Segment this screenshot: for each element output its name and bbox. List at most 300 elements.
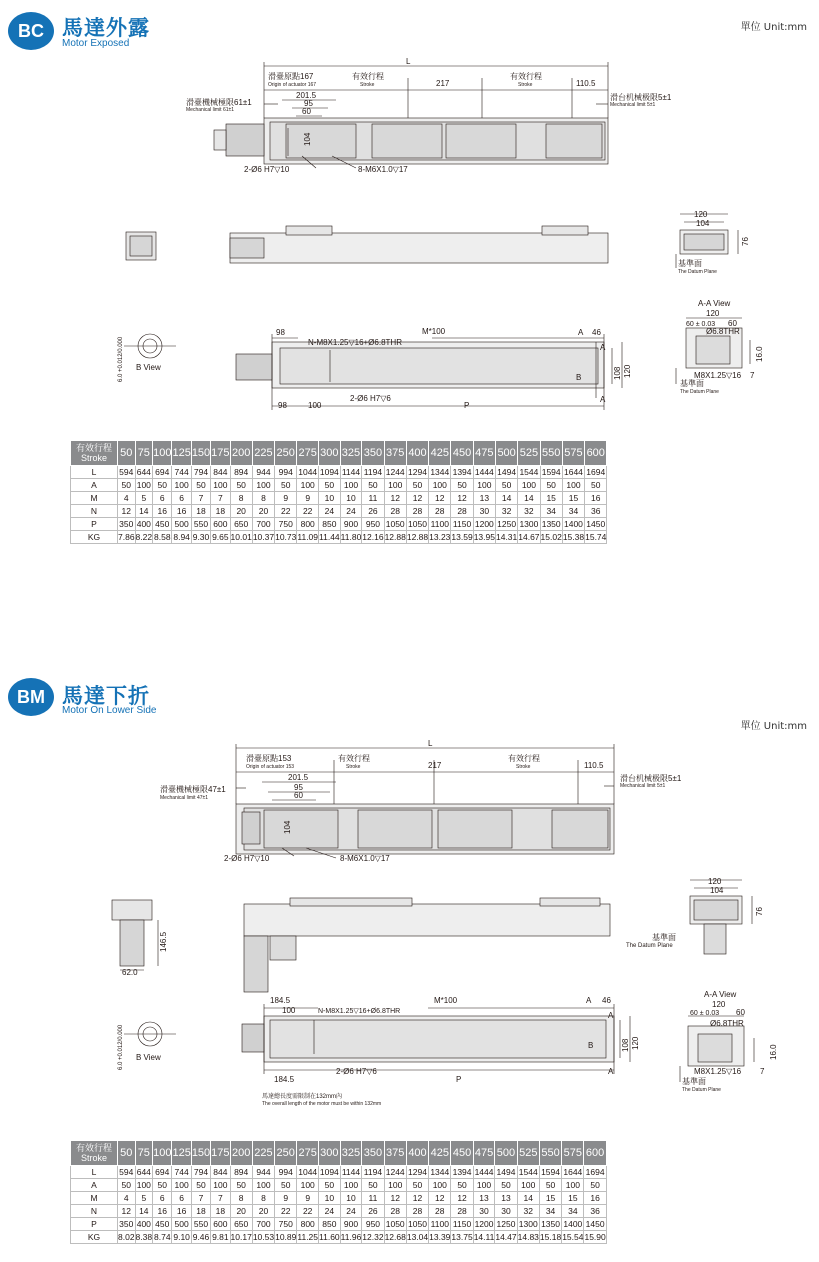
table-cell: 50 <box>230 1179 252 1192</box>
table-cell: 14 <box>517 1192 539 1205</box>
dim-104: 104 <box>283 820 292 834</box>
aa-thread: Ø6.8THR <box>710 1019 744 1028</box>
table-cell: 100 <box>340 1179 362 1192</box>
dim-184-5-bottom: 184.5 <box>274 1075 295 1084</box>
table-cell: 1100 <box>430 519 449 529</box>
stroke-en-2: Stroke <box>516 764 531 770</box>
table-cell: 18 <box>211 505 230 518</box>
table-cell: 1150 <box>452 519 472 529</box>
table-cell: 994 <box>275 466 297 479</box>
table-cell: 12 <box>406 492 428 505</box>
table-cell: 844 <box>211 466 230 479</box>
table-cell: 1250 <box>496 1219 516 1229</box>
stroke-col: 100 <box>153 1141 172 1166</box>
table-cell: 8 <box>230 1192 252 1205</box>
table-cell: 32 <box>518 505 540 518</box>
table-cell: 13.75 <box>451 1232 473 1242</box>
table-cell: 11.96 <box>340 1232 362 1242</box>
table-row <box>71 518 607 531</box>
pin-hole-b-note: 2-Ø6 H7▽6 <box>350 394 391 403</box>
table-cell: 22 <box>297 1205 319 1218</box>
table-cell: 100 <box>172 1179 191 1192</box>
aa-m8: M8X1.25▽16 <box>694 1067 742 1076</box>
table-row <box>71 1205 607 1218</box>
stroke-col: 525 <box>518 441 540 466</box>
stroke-col: 300 <box>319 441 341 466</box>
table-cell: 100 <box>252 479 274 492</box>
dim-76: 76 <box>741 237 750 246</box>
aa-view-label: A-A View <box>698 299 731 308</box>
bm-drawing <box>0 670 819 1130</box>
stroke-zh-1: 有效行程 <box>352 72 384 81</box>
table-cell: 8.58 <box>154 532 171 542</box>
table-cell: 4 <box>118 1192 136 1205</box>
table-cell: 500 <box>172 518 191 531</box>
table-cell: 1694 <box>586 467 606 477</box>
table-cell: 22 <box>275 1205 297 1218</box>
mech-limit-right-en: Mechanical limit 5±1 <box>620 783 666 789</box>
datum-en: The Datum Plane <box>678 269 717 275</box>
table-cell: 28 <box>429 1205 451 1218</box>
table-cell: 20 <box>230 1205 252 1218</box>
stroke-col: 575 <box>562 1141 584 1166</box>
pin-hole-note: 2-Ø6 H7▽10 <box>244 165 290 174</box>
table-cell: 694 <box>153 1166 172 1179</box>
table-cell: 50 <box>118 479 136 492</box>
table-cell: 1294 <box>408 467 427 477</box>
aa-datum-zh: 基準面 <box>682 1077 706 1086</box>
dim-98-bottom: 98 <box>278 401 287 410</box>
table-cell: 650 <box>230 1218 252 1231</box>
table-cell: 50 <box>584 1179 606 1192</box>
table-cell: 16 <box>153 505 172 518</box>
table-cell: 8 <box>252 492 274 505</box>
aa-m8: M8X1.25▽16 <box>694 371 742 380</box>
table-cell: 50 <box>540 479 562 492</box>
origin-zh: 滑臺原點153 <box>246 754 292 763</box>
stroke-zh-1: 有效行程 <box>338 754 370 763</box>
bc-drawing <box>0 0 819 425</box>
table-cell: 1200 <box>474 1219 494 1229</box>
table-cell: 15.90 <box>584 1232 606 1242</box>
motor-note-zh: 馬達總長度需限制在132mm內 <box>262 1094 343 1100</box>
table-cell: 15.18 <box>539 1232 562 1242</box>
table-cell: 10.17 <box>230 1232 252 1242</box>
dim-100: 100 <box>308 401 322 410</box>
table-cell: 1694 <box>585 1167 605 1177</box>
table-cell: 28 <box>406 1205 428 1218</box>
table-cell: 50 <box>585 479 607 492</box>
aa-view-label: A-A View <box>704 990 737 999</box>
table-cell: 850 <box>319 1218 341 1231</box>
table-cell: 1244 <box>385 467 405 477</box>
table-cell: 8 <box>252 1192 274 1205</box>
table-cell: 350 <box>119 1219 134 1229</box>
table-row <box>71 531 607 544</box>
table-cell: 24 <box>340 1205 362 1218</box>
table-cell: 32 <box>517 1205 539 1218</box>
table-cell: 50 <box>191 1179 210 1192</box>
table-cell: 12 <box>118 505 136 518</box>
table-cell: 1594 <box>541 1167 560 1177</box>
stroke-col: 400 <box>406 441 428 466</box>
table-cell: 100 <box>473 1179 495 1192</box>
screw-hole-note: 8-M6X1.0▽17 <box>340 854 390 863</box>
table-cell: 13.23 <box>429 532 451 542</box>
table-cell: 600 <box>211 1218 230 1231</box>
table-cell: 6 <box>153 492 172 505</box>
aa-dim-60-tol: 60 ± 0.03 <box>690 1010 720 1017</box>
table-cell: 8.22 <box>135 532 153 542</box>
aa-dim-7: 7 <box>760 1067 765 1076</box>
table-cell: 1194 <box>363 1167 383 1177</box>
table-cell: 10.89 <box>275 1232 297 1242</box>
aa-thread: Ø6.8THR <box>706 327 740 336</box>
table-cell: 15 <box>562 492 584 505</box>
table-row <box>71 1231 607 1244</box>
mech-limit-left-en: Mechanical limit 47±1 <box>160 795 209 801</box>
table-cell: 15 <box>539 1192 561 1205</box>
table-cell: 12.88 <box>384 532 406 542</box>
row-label: P <box>71 518 118 531</box>
table-cell: 15 <box>540 492 562 505</box>
table-cell: 700 <box>252 518 274 531</box>
table-cell: 13.95 <box>473 532 495 542</box>
table-cell: 1294 <box>408 1167 427 1177</box>
dim-76: 76 <box>755 907 764 916</box>
stroke-col: 75 <box>135 441 153 466</box>
table-cell: 850 <box>319 518 341 531</box>
dim-120: 120 <box>708 877 722 886</box>
table-cell: 50 <box>406 1179 428 1192</box>
pin-hole-b-note: 2-Ø6 H7▽6 <box>336 1067 377 1076</box>
table-cell: 100 <box>384 479 406 492</box>
table-cell: 50 <box>362 479 384 492</box>
table-cell: 12 <box>118 1205 136 1218</box>
table-cell: 28 <box>451 1205 473 1218</box>
dim-100: 100 <box>282 1006 296 1015</box>
table-cell: 744 <box>172 466 191 479</box>
b-view-label: B View <box>136 1053 161 1062</box>
dim-184-5-top: 184.5 <box>270 996 291 1005</box>
table-cell: 28 <box>384 1205 406 1218</box>
origin-en: Origin of actuator 167 <box>268 82 317 88</box>
table-cell: 100 <box>136 1180 151 1190</box>
datum-en: The Datum Plane <box>626 943 673 949</box>
table-cell: 11 <box>362 1192 384 1205</box>
table-cell: 50 <box>118 1179 136 1192</box>
stroke-col: 50 <box>118 441 136 466</box>
table-cell: 1244 <box>385 1167 405 1177</box>
table-cell: 1094 <box>319 467 339 477</box>
table-row <box>71 505 607 518</box>
stroke-col: 500 <box>495 1141 517 1166</box>
table-cell: 50 <box>319 479 341 492</box>
table-cell: 1400 <box>564 519 583 529</box>
stroke-col: 325 <box>340 441 362 466</box>
table-cell: 6 <box>172 492 191 505</box>
stroke-col: 250 <box>275 441 297 466</box>
stroke-en-1: Stroke <box>346 764 361 770</box>
table-cell: 18 <box>191 505 210 518</box>
table-cell: 12 <box>451 1192 473 1205</box>
table-cell: 100 <box>297 1179 319 1192</box>
dim-m100: M*100 <box>434 996 458 1005</box>
table-cell: 794 <box>191 1166 210 1179</box>
table-cell: 15 <box>562 1192 584 1205</box>
table-cell: 994 <box>275 1166 297 1179</box>
stroke-col: 225 <box>252 441 274 466</box>
table-cell: 6 <box>153 1192 172 1205</box>
section-code-badge: BM <box>8 678 54 716</box>
table-cell: 1250 <box>497 519 517 529</box>
table-cell: 50 <box>275 1179 297 1192</box>
dim-m100: M*100 <box>422 327 446 336</box>
aa-dim-60: 60 <box>736 1008 745 1017</box>
table-cell: 1644 <box>564 467 583 477</box>
table-cell: 800 <box>297 518 319 531</box>
table-cell: 100 <box>562 1179 584 1192</box>
stroke-col: 375 <box>384 1141 406 1166</box>
table-cell: 13 <box>473 492 495 505</box>
table-cell: 12.88 <box>406 532 429 542</box>
stroke-col: 100 <box>153 441 172 466</box>
section-a-arrow-bottom: A <box>608 1067 614 1076</box>
table-cell: 644 <box>136 467 151 477</box>
table-cell: 11.80 <box>340 532 362 542</box>
table-cell: 100 <box>429 479 451 492</box>
table-cell: 8.02 <box>118 1232 135 1242</box>
stroke-col: 175 <box>211 441 230 466</box>
stroke-col: 250 <box>275 1141 297 1166</box>
table-cell: 450 <box>153 518 172 531</box>
table-cell: 50 <box>191 479 210 492</box>
stroke-col: 600 <box>585 441 607 466</box>
table-cell: 1350 <box>541 1219 560 1229</box>
aa-datum-en: The Datum Plane <box>680 389 719 395</box>
table-cell: 11.25 <box>297 1232 319 1242</box>
table-cell: 13 <box>473 1192 495 1205</box>
table-cell: 15.74 <box>585 532 607 542</box>
table-cell: 50 <box>451 479 473 492</box>
table-cell: 1394 <box>452 1167 472 1177</box>
table-cell: 18 <box>191 1205 210 1218</box>
table-cell: 1400 <box>563 1219 583 1229</box>
table-cell: 944 <box>252 1166 274 1179</box>
table-cell: 1450 <box>585 1219 605 1229</box>
table-row <box>71 492 607 505</box>
section-title: 馬達外露 <box>62 16 150 40</box>
table-cell: 1050 <box>385 519 405 529</box>
table-cell: 1344 <box>430 1167 450 1177</box>
row-label: P <box>71 1218 118 1231</box>
stroke-col: 450 <box>451 1141 473 1166</box>
table-cell: 28 <box>384 505 406 518</box>
table-cell: 50 <box>319 1179 341 1192</box>
table-cell: 13.04 <box>406 1232 429 1242</box>
table-cell: 50 <box>495 1179 517 1192</box>
stroke-col: 50 <box>118 1141 136 1166</box>
table-cell: 14.11 <box>473 1232 495 1242</box>
stroke-col: 475 <box>473 1141 495 1166</box>
table-cell: 32 <box>495 505 517 518</box>
aa-dim-16: 16.0 <box>769 1044 778 1060</box>
table-cell: 9 <box>297 1192 319 1205</box>
table-cell: 15.38 <box>562 532 585 542</box>
dim-217: 217 <box>428 761 442 770</box>
table-cell: 350 <box>119 519 134 529</box>
table-cell: 5 <box>135 492 153 505</box>
section-bm <box>0 670 819 1262</box>
table-cell: 10.01 <box>230 532 252 542</box>
table-cell: 650 <box>230 518 252 531</box>
table-cell: 14.47 <box>495 1232 517 1242</box>
table-cell: 8 <box>230 492 252 505</box>
table-cell: 14 <box>135 1205 153 1218</box>
table-cell: 26 <box>362 505 384 518</box>
table-cell: 844 <box>211 1166 230 1179</box>
aa-dim-60: 60 <box>728 319 737 328</box>
row-label: N <box>71 1205 118 1218</box>
screw-hole-note: 8-M6X1.0▽17 <box>358 165 408 174</box>
table-cell: 894 <box>230 1166 252 1179</box>
table-cell: 594 <box>119 467 134 477</box>
table-cell: 11.09 <box>297 532 319 542</box>
table-cell: 100 <box>211 1179 230 1192</box>
table-cell: 14 <box>135 505 153 518</box>
table-cell: 28 <box>451 505 473 518</box>
dim-46: 46 <box>602 996 611 1005</box>
stroke-en-2: Stroke <box>518 82 533 88</box>
section-a-arrow-top: A <box>608 1011 614 1020</box>
table-cell: 944 <box>252 466 274 479</box>
dim-98-top: 98 <box>276 328 285 337</box>
stroke-col: 425 <box>429 1141 451 1166</box>
table-header-row <box>71 1141 607 1166</box>
table-cell: 12.16 <box>362 532 384 542</box>
table-cell: 900 <box>340 518 362 531</box>
table-cell: 9 <box>275 1192 297 1205</box>
table-row <box>71 479 607 492</box>
table-body <box>71 466 607 544</box>
dim-P: P <box>464 401 470 410</box>
table-cell: 1444 <box>474 467 494 477</box>
section-subtitle: Motor Exposed <box>62 38 130 49</box>
stroke-col: 375 <box>384 441 406 466</box>
table-cell: 900 <box>340 1218 362 1231</box>
table-cell: 16 <box>172 505 191 518</box>
thread-note: N-M8X1.25▽16+Ø6.8THR <box>308 338 402 347</box>
table-cell: 13 <box>495 1192 517 1205</box>
b-view-label: B View <box>136 363 161 372</box>
stroke-col: 175 <box>211 1141 230 1166</box>
table-cell: 10 <box>319 492 341 505</box>
stroke-col: 600 <box>584 1141 606 1166</box>
table-cell: 1100 <box>430 1219 449 1229</box>
stroke-header: 有效行程 Stroke <box>71 441 118 466</box>
section-a-top: A <box>578 328 584 337</box>
table-cell: 450 <box>153 1218 172 1231</box>
table-cell: 644 <box>136 1167 151 1177</box>
dim-110-5: 110.5 <box>584 761 604 770</box>
dim-95: 95 <box>294 783 303 792</box>
section-code-badge: BC <box>8 12 54 50</box>
table-cell: 9.46 <box>192 1232 210 1242</box>
table-cell: 894 <box>230 466 252 479</box>
mech-limit-left-en: Mechanical limit 61±1 <box>186 107 235 113</box>
table-cell: 1094 <box>319 1167 339 1177</box>
row-label: A <box>71 479 118 492</box>
table-cell: 34 <box>562 505 584 518</box>
table-cell: 1444 <box>474 1167 494 1177</box>
dim-P: P <box>456 1075 462 1084</box>
row-label: KG <box>71 531 118 544</box>
table-cell: 100 <box>340 479 362 492</box>
table-cell: 550 <box>191 518 210 531</box>
stroke-col: 200 <box>230 441 252 466</box>
table-cell: 1300 <box>518 1219 538 1229</box>
table-cell: 950 <box>362 518 384 531</box>
table-cell: 1544 <box>519 467 539 477</box>
mech-limit-left-zh: 滑臺機械極限61±1 <box>186 98 252 107</box>
row-label: N <box>71 505 118 518</box>
stroke-header: 有效行程 Stroke <box>71 1141 118 1166</box>
spec-table-bm <box>70 1140 607 1244</box>
row-label: L <box>71 1166 118 1179</box>
table-cell: 14.67 <box>518 532 540 542</box>
table-cell: 1050 <box>408 519 427 529</box>
stroke-col: 350 <box>362 441 384 466</box>
table-cell: 15.54 <box>562 1232 584 1242</box>
table-cell: 600 <box>211 518 230 531</box>
table-cell: 24 <box>319 505 341 518</box>
table-cell: 50 <box>275 479 297 492</box>
tolerance-note: 6.0 +0.012/0.000 <box>118 1024 124 1070</box>
table-cell: 10.73 <box>275 532 297 542</box>
table-cell: 794 <box>191 466 210 479</box>
table-cell: 16 <box>584 1192 606 1205</box>
table-cell: 11.44 <box>319 532 340 542</box>
table-cell: 50 <box>451 1179 473 1192</box>
table-cell: 100 <box>297 479 319 492</box>
stroke-col: 150 <box>191 1141 210 1166</box>
table-cell: 7 <box>211 492 230 505</box>
origin-en: Origin of actuator 153 <box>246 764 295 770</box>
table-cell: 10 <box>319 1192 341 1205</box>
table-row <box>71 1218 607 1231</box>
table-cell: 22 <box>275 505 297 518</box>
table-cell: 6 <box>172 1192 191 1205</box>
aa-dim-16: 16.0 <box>755 346 764 362</box>
table-cell: 30 <box>495 1205 517 1218</box>
stroke-col: 550 <box>539 1141 561 1166</box>
table-cell: 11 <box>362 492 384 505</box>
dim-104-end: 104 <box>710 886 724 895</box>
table-cell: 10.53 <box>252 1232 275 1242</box>
table-cell: 100 <box>384 1179 406 1192</box>
table-cell: 20 <box>230 505 252 518</box>
dim-201-5: 201.5 <box>288 773 309 782</box>
table-cell: 1350 <box>541 519 561 529</box>
table-cell: 7 <box>191 1192 210 1205</box>
table-cell: 1344 <box>430 467 450 477</box>
table-cell: 9 <box>275 492 297 505</box>
mech-limit-left-zh: 滑臺機械極限47±1 <box>160 785 226 794</box>
table-cell: 14.31 <box>495 532 518 542</box>
dim-95: 95 <box>304 99 313 108</box>
table-cell: 694 <box>153 466 172 479</box>
row-label: M <box>71 1192 118 1205</box>
